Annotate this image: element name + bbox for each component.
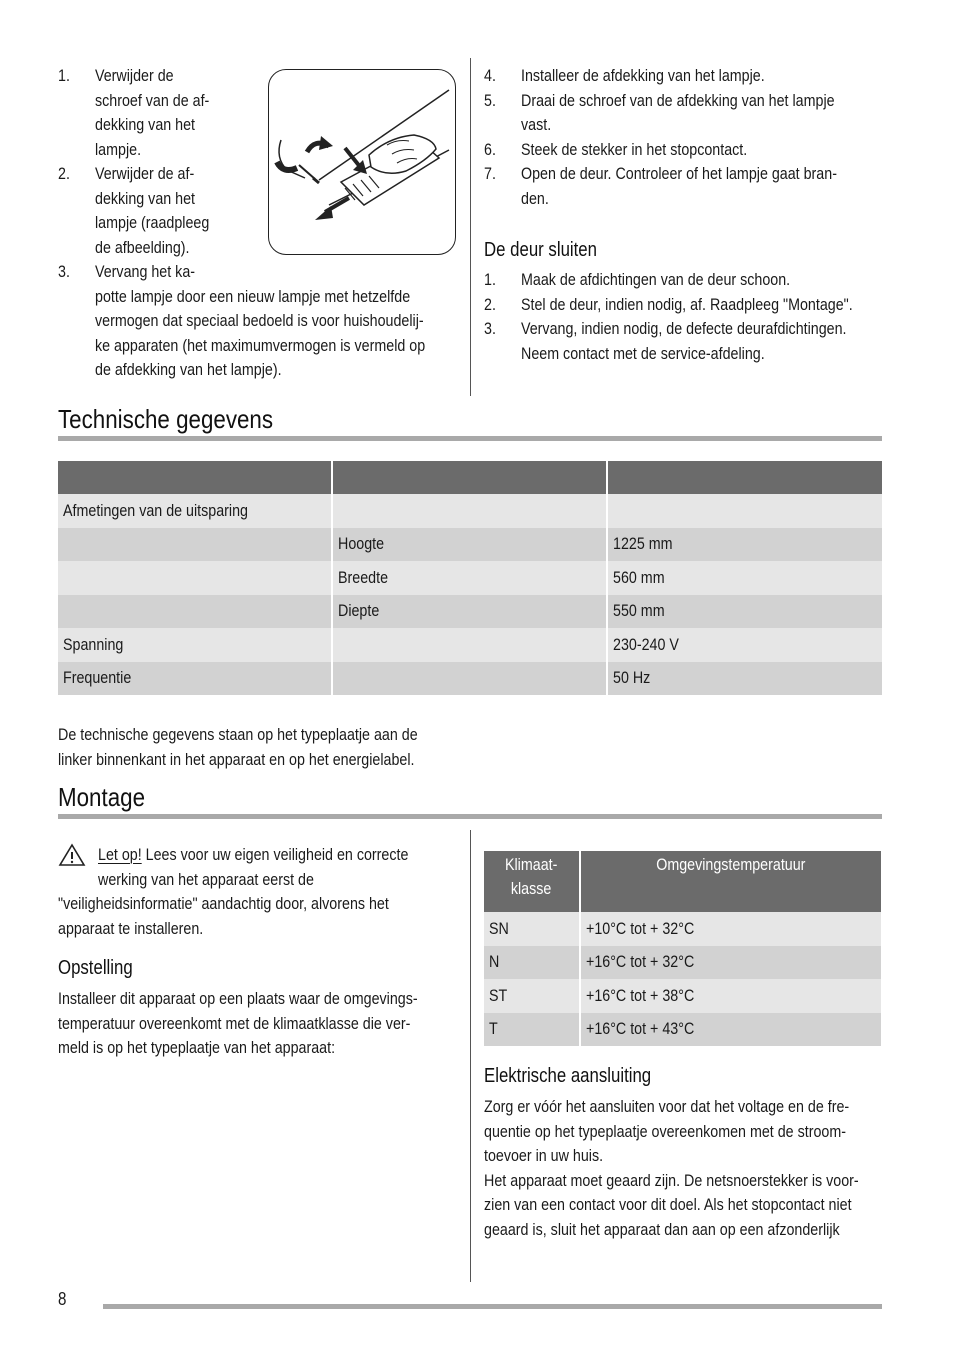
table-row <box>58 528 882 562</box>
table-header-cell <box>58 461 333 494</box>
list-line: dekking van het <box>95 188 196 208</box>
table-row <box>484 1013 881 1047</box>
table-cell: Frequentie <box>58 662 333 696</box>
table-header-cell <box>333 461 608 494</box>
warning-text <box>98 843 468 892</box>
table-cell: Afmetingen van de uitsparing <box>58 494 333 528</box>
warning-first-line: Lees voor uw eigen veiligheid en correcte <box>141 845 409 864</box>
table-cell: Breedte <box>333 561 608 595</box>
table-cell: +16°C tot + 43°C <box>581 1013 881 1047</box>
list-line: ke apparaten (het maximumvermogen is vermeld op <box>95 335 426 355</box>
list-item <box>484 162 884 211</box>
list-number: 5. <box>484 90 496 110</box>
table-cell <box>333 628 608 662</box>
opstelling-title: Opstelling <box>58 957 133 979</box>
table-cell: 560 mm <box>608 561 882 595</box>
list-number: 7. <box>484 164 496 183</box>
table-row <box>58 662 882 696</box>
paragraph-line: linker binnenkant in het apparaat en op het energielabel. <box>58 749 415 769</box>
list-line: Verwijder de af- <box>95 164 195 183</box>
table-cell: SN <box>484 912 581 946</box>
paragraph-line: Het apparaat moet geaard zijn. De netsnoerstekker is voor- <box>484 1170 859 1190</box>
table-cell: 50 Hz <box>608 662 882 696</box>
list-line: vermogen dat speciaal bedoeld is voor huishoudelij- <box>95 311 424 330</box>
list-line: Stel de deur, indien nodig, af. Raadpleeg "Montage". <box>521 294 853 314</box>
technische-gegevens-heading: Technische gegevens <box>58 404 274 434</box>
list-item <box>484 64 884 89</box>
table-cell: 230-240 V <box>608 628 882 662</box>
paragraph-line: quentie op het typeplaatje overeenkomen met de stroom- <box>484 1121 846 1141</box>
table-cell: T <box>484 1013 581 1047</box>
list-number: 3. <box>58 262 70 281</box>
table-cell <box>58 528 333 562</box>
list-line: Installeer de afdekking van het lampje. <box>521 66 765 85</box>
table-cell: +16°C tot + 38°C <box>581 979 881 1013</box>
warning-line: apparaat te installeren. <box>58 918 204 938</box>
warning-line: werking van het apparaat eerst de <box>98 869 314 889</box>
list-item <box>484 317 884 366</box>
table-cell: ST <box>484 979 581 1013</box>
list-line: Verwijder de <box>95 66 174 85</box>
table-row <box>58 494 882 528</box>
table-cell <box>58 595 333 629</box>
list-line: lampje. <box>95 139 142 159</box>
list-number: 4. <box>484 66 496 85</box>
paragraph-line: zien van een contact voor dit doel. Als het stopcontact niet <box>484 1195 852 1214</box>
table-cell: 550 mm <box>608 595 882 629</box>
footer-rule <box>103 1304 882 1309</box>
table-cell: Spanning <box>58 628 333 662</box>
column-divider-top <box>470 58 471 396</box>
table-row <box>58 628 882 662</box>
table-row <box>58 561 882 595</box>
list-line: vast. <box>521 115 552 134</box>
table-cell: +16°C tot + 32°C <box>581 946 881 980</box>
list-item <box>484 138 884 163</box>
list-number: 6. <box>484 139 496 159</box>
table-header-cell <box>608 461 882 494</box>
paragraph-line: temperatuur overeenkomt met de klimaatklasse die ver- <box>58 1013 411 1033</box>
technical-note <box>58 723 486 772</box>
table-row <box>58 595 882 629</box>
page-number: 8 <box>58 1289 67 1309</box>
paragraph-line: Zorg er vóór het aansluiten voor dat het voltage en de fre- <box>484 1097 850 1116</box>
table-cell: Hoogte <box>333 528 608 562</box>
list-line: schroef van de af- <box>95 90 210 110</box>
list-line: Draai de schroef van de afdekking van het lampje <box>521 90 835 110</box>
opstelling-text <box>58 987 486 1061</box>
list-number: 3. <box>484 319 496 338</box>
montage-heading: Montage <box>58 782 146 812</box>
deur-sluiten-steps <box>484 268 884 366</box>
warning-label: Let op! <box>98 845 142 864</box>
elektrische-aansluiting-title: Elektrische aansluiting <box>484 1065 652 1087</box>
list-line: de afbeelding). <box>95 237 190 257</box>
list-number: 1. <box>58 66 70 85</box>
paragraph-line: De technische gegevens staan op het typeplaatje aan de <box>58 725 418 744</box>
list-line: Steek de stekker in het stopcontact. <box>521 139 748 159</box>
list-line: Neem contact met de service-afdeling. <box>521 343 765 363</box>
list-line: Open de deur. Controleer of het lampje gaat bran- <box>521 164 837 183</box>
list-line: potte lampje door een nieuw lampje met hetzelfde <box>95 286 411 306</box>
warning-line: "veiligheidsinformatie" aandachtig door, alvorens het <box>58 894 389 913</box>
list-line: dekking van het <box>95 115 196 134</box>
list-line: Maak de afdichtingen van de deur schoon. <box>521 270 791 289</box>
paragraph-line: Installeer dit apparaat op een plaats waar de omgevings- <box>58 989 418 1008</box>
list-item <box>484 268 884 293</box>
paragraph-line: meld is op het typeplaatje van het apparaat: <box>58 1038 336 1057</box>
paragraph-line: toevoer in uw huis. <box>484 1146 604 1165</box>
table-cell: N <box>484 946 581 980</box>
table-cell: Diepte <box>333 595 608 629</box>
lamp-cover-illustration <box>268 69 456 255</box>
table-row <box>484 979 881 1013</box>
table-cell <box>333 662 608 696</box>
warning-triangle-icon <box>58 843 86 875</box>
deur-sluiten-title: De deur sluiten <box>484 239 598 261</box>
list-line: Vervang het ka- <box>95 262 196 281</box>
list-number: 1. <box>484 270 496 289</box>
lamp-steps-right <box>484 64 884 211</box>
heading-rule <box>58 814 882 819</box>
list-item <box>58 260 458 383</box>
table-row <box>484 912 881 946</box>
list-line: den. <box>521 188 549 208</box>
table-cell <box>58 561 333 595</box>
technical-data-table <box>58 461 882 695</box>
list-line: Vervang, indien nodig, de defecte deurafdichtingen. <box>521 319 847 338</box>
list-line: de afdekking van het lampje). <box>95 360 282 379</box>
klimaatklasse-header: Klimaat- klasse <box>484 851 581 912</box>
heading-rule <box>58 436 882 441</box>
list-number: 2. <box>484 294 496 314</box>
elektrische-aansluiting-text <box>484 1095 930 1242</box>
table-row <box>484 946 881 980</box>
list-number: 2. <box>58 164 70 183</box>
list-item <box>484 293 884 318</box>
paragraph-line: geaard is, sluit het apparaat dan aan op een afzonderlijk <box>484 1219 840 1239</box>
table-cell: 1225 mm <box>608 528 882 562</box>
table-cell <box>333 494 608 528</box>
table-cell <box>608 494 882 528</box>
omgevingstemperatuur-header: Omgevingstemperatuur <box>581 851 881 912</box>
table-cell: +10°C tot + 32°C <box>581 912 881 946</box>
warning-tail <box>58 892 452 941</box>
climate-class-table <box>484 851 881 1046</box>
list-line: lampje (raadpleeg <box>95 213 210 232</box>
list-item <box>484 89 884 138</box>
